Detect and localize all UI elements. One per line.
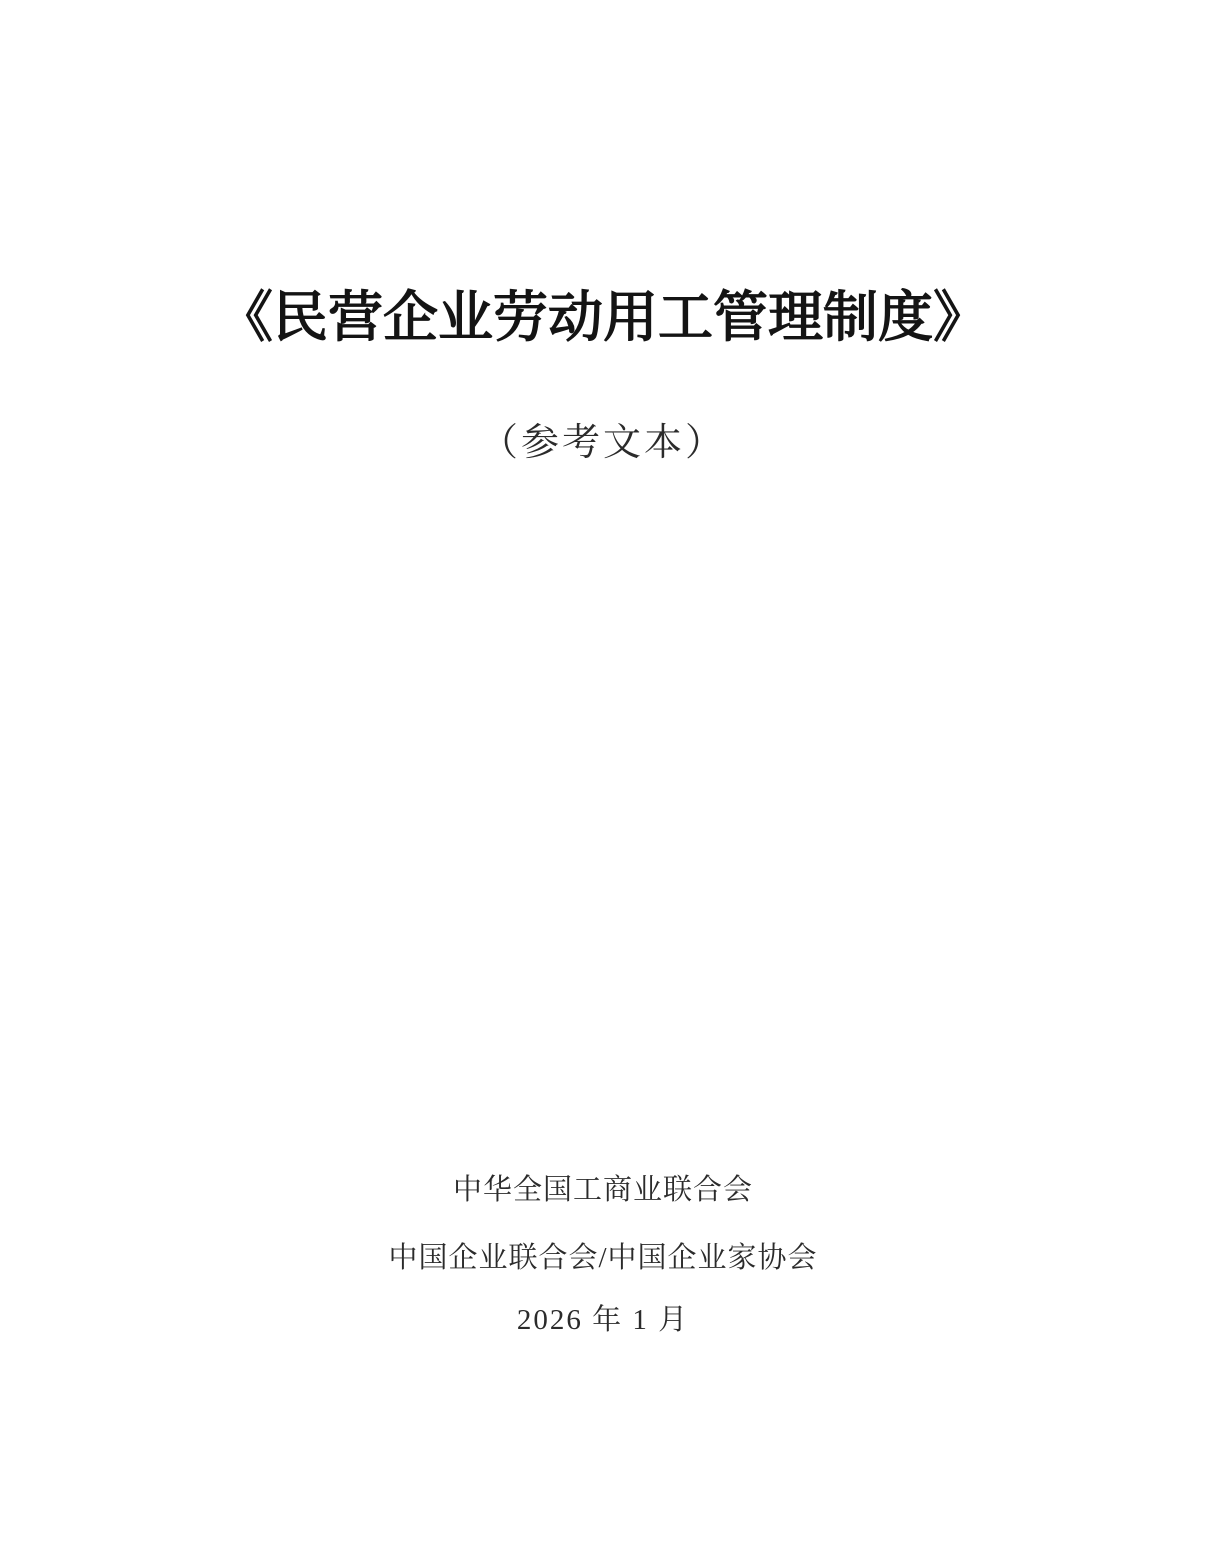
publisher-block	[0, 1172, 1206, 1340]
publisher-line-confederation: 中国企业联合会/中国企业家协会	[388, 1241, 818, 1274]
document-title: 《民营企业劳动用工管理制度》	[217, 287, 988, 348]
document-subtitle: （参考文本）	[479, 422, 726, 464]
publisher-line-federation: 中华全国工商业联合会	[452, 1174, 753, 1206]
publication-date: 2026 年 1 月	[516, 1304, 690, 1337]
